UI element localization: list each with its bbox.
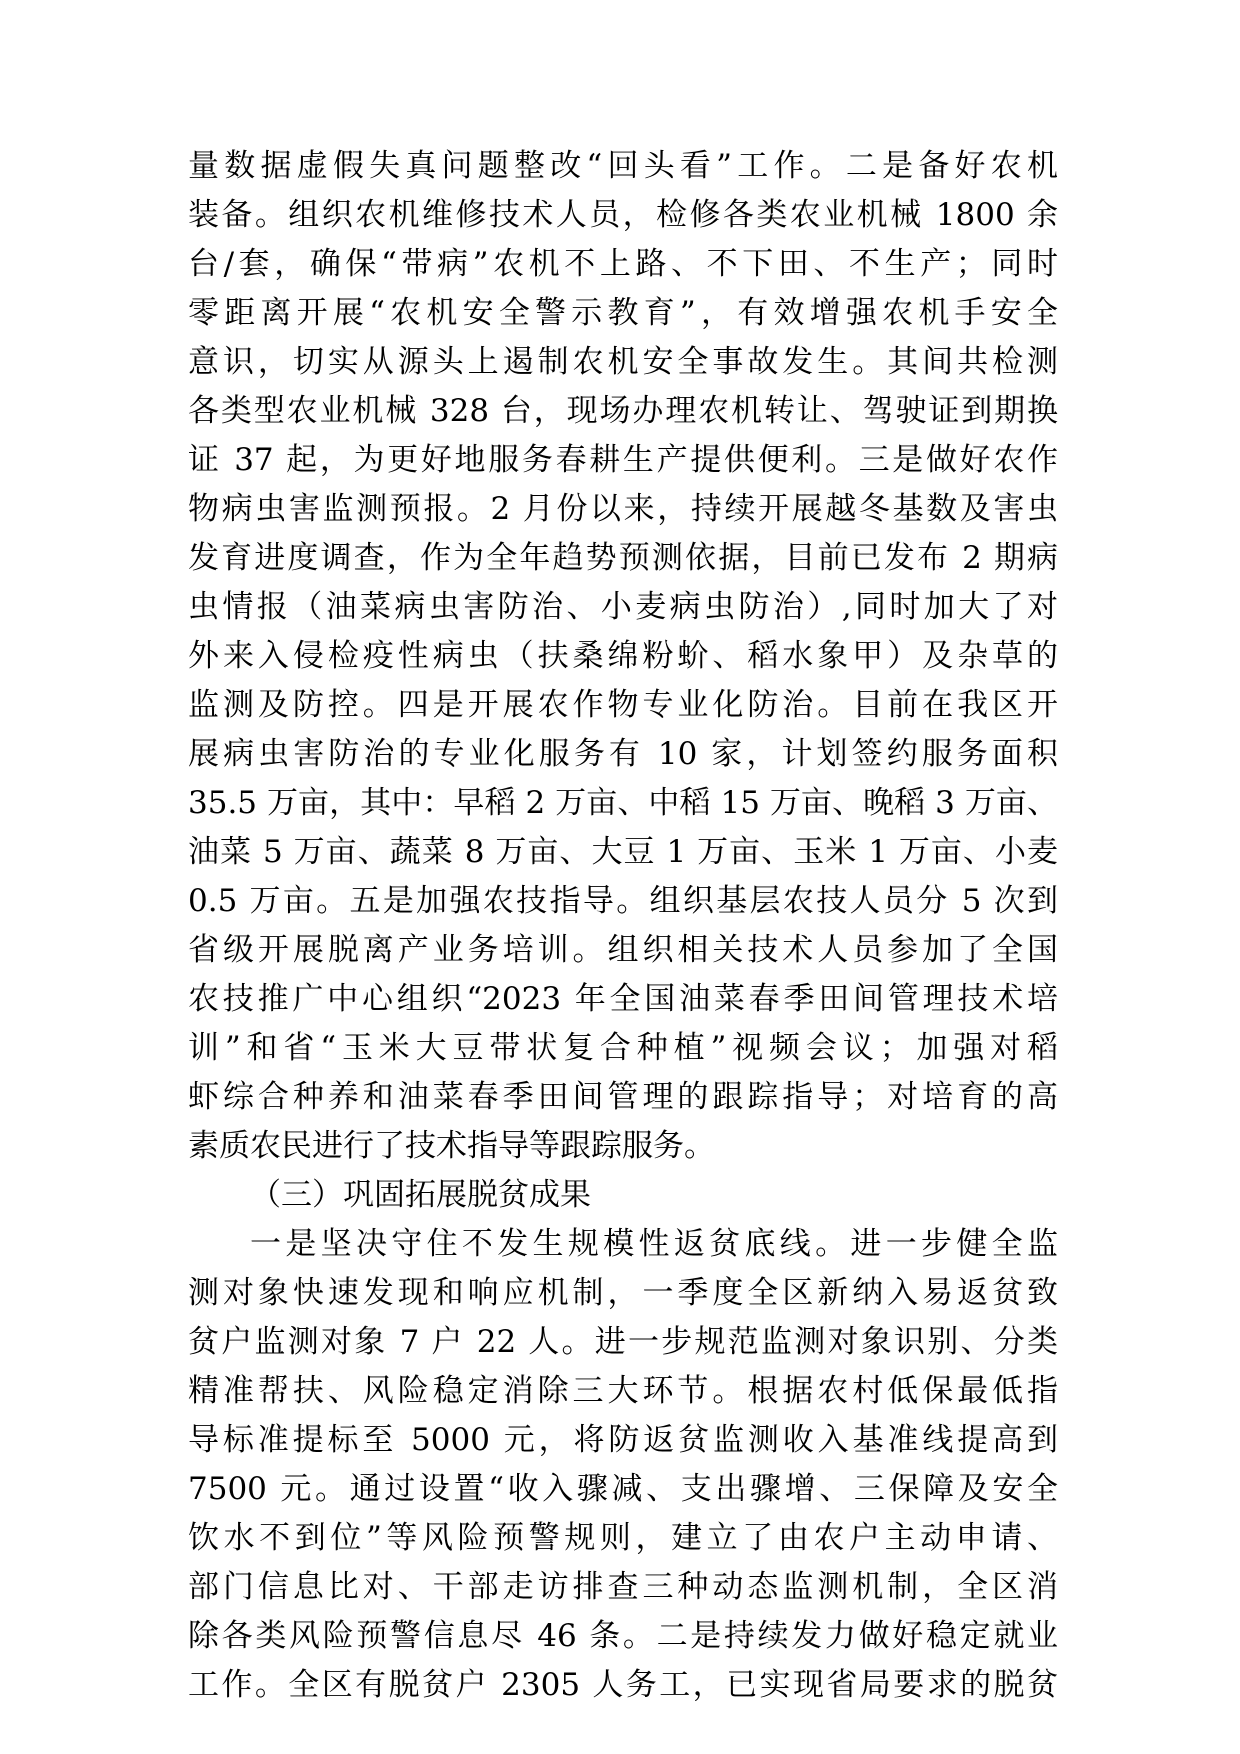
text-line: 虾综合种养和油菜春季田间管理的跟踪指导；对培育的高: [188, 1079, 1058, 1115]
text-line: 装备。组织农机维修技术人员，检修各类农业机械 1800 余: [188, 197, 1058, 233]
text-line: 部门信息比对、干部走访排查三种动态监测机制，全区消: [188, 1569, 1058, 1605]
text-line: 各类型农业机械 328 台，现场办理农机转让、驾驶证到期换: [188, 393, 1058, 429]
text-line: 物病虫害监测预报。2 月份以来，持续开展越冬基数及害虫: [188, 491, 1058, 527]
text-line: 7500 元。通过设置“收入骤减、支出骤增、三保障及安全: [188, 1471, 1058, 1507]
text-line: 证 37 起，为更好地服务春耕生产提供便利。三是做好农作: [188, 442, 1058, 478]
text-line: 一是坚决守住不发生规模性返贫底线。进一步健全监: [250, 1226, 1058, 1262]
text-line: 外来入侵检疫性病虫（扶桑绵粉蚧、稻水象甲）及杂草的: [188, 638, 1058, 674]
section-heading: （三）巩固拓展脱贫成果: [250, 1177, 591, 1213]
text-line: 工作。全区有脱贫户 2305 人务工，已实现省局要求的脱贫: [188, 1667, 1058, 1703]
text-line: 素质农民进行了技术指导等跟踪服务。: [188, 1128, 715, 1164]
text-line: 0.5 万亩。五是加强农技指导。组织基层农技人员分 5 次到: [188, 883, 1058, 919]
text-line: 台/套，确保“带病”农机不上路、不下田、不生产；同时: [188, 246, 1058, 282]
text-line: 虫情报（油菜病虫害防治、小麦病虫防治）,同时加大了对: [188, 589, 1058, 625]
body-text: [188, 142, 1058, 1710]
text-line: 饮水不到位”等风险预警规则，建立了由农户主动申请、: [188, 1520, 1058, 1556]
text-line: 意识，切实从源头上遏制农机安全事故发生。其间共检测: [188, 344, 1058, 380]
text-line: 展病虫害防治的专业化服务有 10 家，计划签约服务面积: [188, 736, 1058, 772]
text-line: 油菜 5 万亩、蔬菜 8 万亩、大豆 1 万亩、玉米 1 万亩、小麦: [188, 834, 1058, 870]
paragraph-poverty-alleviation: [188, 1220, 1058, 1710]
text-line: 零距离开展“农机安全警示教育”，有效增强农机手安全: [188, 295, 1058, 331]
text-line: 测对象快速发现和响应机制，一季度全区新纳入易返贫致: [188, 1275, 1058, 1311]
text-line: 除各类风险预警信息尽 46 条。二是持续发力做好稳定就业: [188, 1618, 1058, 1654]
text-line: 农技推广中心组织“2023 年全国油菜春季田间管理技术培: [188, 981, 1058, 1017]
text-line: 精准帮扶、风险稳定消除三大环节。根据农村低保最低指: [188, 1373, 1058, 1409]
text-line: 发育进度调查，作为全年趋势预测依据，目前已发布 2 期病: [188, 540, 1058, 576]
text-line: 贫户监测对象 7 户 22 人。进一步规范监测对象识别、分类: [188, 1324, 1058, 1360]
text-line: 量数据虚假失真问题整改“回头看”工作。二是备好农机: [188, 148, 1058, 184]
text-line: 训”和省“玉米大豆带状复合种植”视频会议；加强对稻: [188, 1030, 1058, 1066]
text-line: 省级开展脱离产业务培训。组织相关技术人员参加了全国: [188, 932, 1058, 968]
text-line: 监测及防控。四是开展农作物专业化防治。目前在我区开: [188, 687, 1058, 723]
text-line: 35.5 万亩，其中：早稻 2 万亩、中稻 15 万亩、晚稻 3 万亩、: [188, 785, 1058, 821]
paragraph-agri-tech: [188, 142, 1058, 1171]
text-line: 导标准提标至 5000 元，将防返贫监测收入基准线提高到: [188, 1422, 1058, 1458]
